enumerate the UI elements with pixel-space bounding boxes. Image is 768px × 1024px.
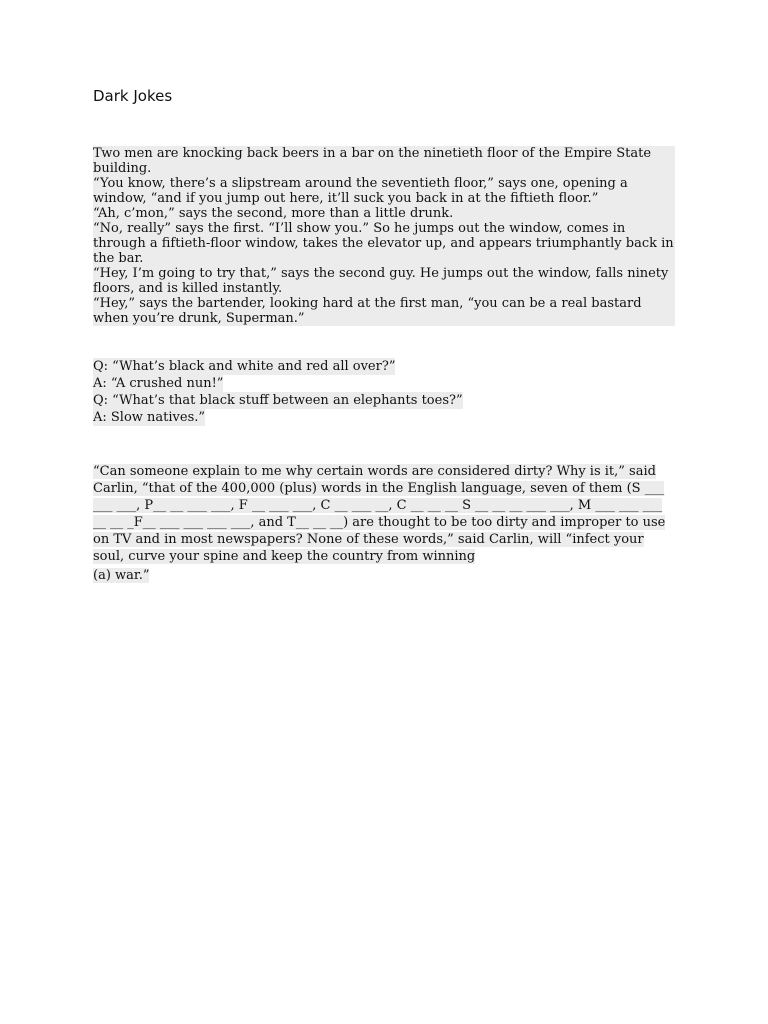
joke-paragraph: “You know, there’s a slipstream around the seventieth floor,” says one, opening a window, “and if you jump out here, it’ll suck you back in at the fiftieth floor.” [93, 176, 628, 206]
joke-story-block [93, 146, 675, 326]
qa-line: Q: “What’s black and white and red all over?” [93, 359, 396, 374]
carlin-quote-text: “Can someone explain to me why certain words are considered dirty? Why is it,” said Carlin, “that of the 400,000 (plus) words in the English language, seven of them (S ___ ___ ___, P__ __ ___ ___, F __ ___ ___, C __ ___ __, C __ __ __ S __ __ __ ___ ___, M ___ ___ ___ __ __ _F__ ___ ___ ___ ___, and T__ __ __) are thought to be too dirty and improper to use on TV and in most newspapers? None of these words,” said Carlin, will “infect your soul, curve your spine and keep the country from winning [93, 464, 666, 564]
page-title: Dark Jokes [93, 87, 173, 105]
qa-line: A: “A crushed nun!” [93, 376, 224, 391]
qa-line: A: Slow natives.” [93, 410, 206, 425]
carlin-quote-tail: (a) war.” [93, 568, 150, 583]
qa-line: Q: “What’s that black stuff between an elephants toes?” [93, 393, 463, 408]
carlin-quote-block [93, 463, 668, 584]
joke-paragraph: “No, really” says the first. “I’ll show you.” So he jumps out the window, comes in through a fiftieth-floor window, takes the elevator up, and appears triumphantly back in the bar. [93, 221, 674, 266]
qa-joke-block [93, 358, 463, 426]
joke-paragraph: “Hey,” says the bartender, looking hard at the first man, “you can be a real bastard when you’re drunk, Superman.” [93, 296, 642, 326]
joke-paragraph: “Hey, I’m going to try that,” says the second guy. He jumps out the window, falls ninety floors, and is killed instantly. [93, 266, 669, 296]
joke-paragraph: “Ah, c’mon,” says the second, more than a little drunk. [93, 206, 454, 221]
joke-paragraph: Two men are knocking back beers in a bar on the ninetieth floor of the Empire State building. [93, 146, 652, 176]
